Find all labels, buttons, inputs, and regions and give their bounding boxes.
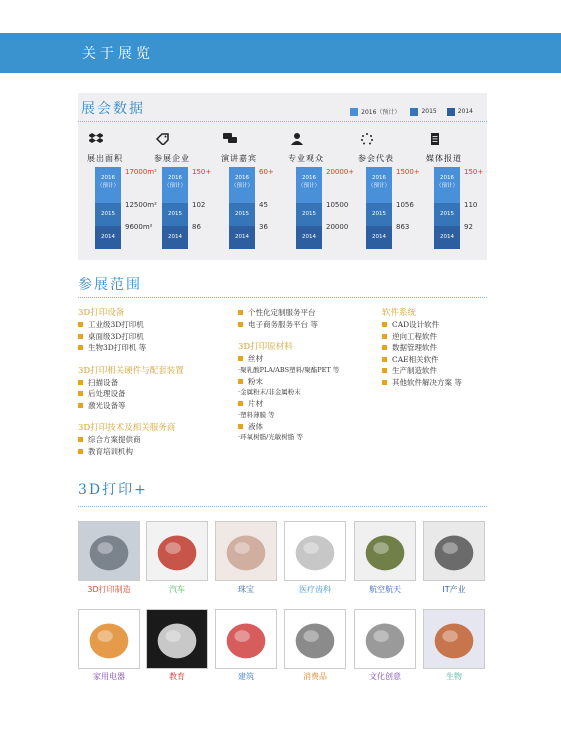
scope-item: 逆向工程软件 [382,331,462,343]
bar-2016 [366,167,392,203]
legend [350,107,473,116]
bullet-icon [238,424,243,429]
bullet-icon [78,449,83,454]
scope-subitem: ·聚乳酸PLA/ABS塑料/聚酯PET 等 [238,365,340,374]
bar-2015 [95,203,121,226]
scope-item: CAE相关软件 [382,354,462,366]
bar-2014 [434,226,460,249]
stat-value-2015: 12500m² [125,201,157,209]
industry-image [215,609,277,669]
industry-label: 航空航天 [369,585,401,594]
legend-label: 2014 [457,108,473,115]
scope-subitem: ·塑料薄膜 等 [238,410,275,419]
bar-2016 [162,167,188,203]
scope-item: 工业级3D打印机 [78,319,184,331]
industry-label: 珠宝 [238,585,254,594]
stat-label: 参展企业 [154,154,190,163]
scope-category: 3D打印原材料 [238,342,293,352]
industry-image [146,609,208,669]
legend-item [350,107,400,116]
industry-label: 教育 [169,672,185,681]
scope-category: 3D打印相关硬件与配套装置 [78,365,184,376]
stats-panel [78,93,487,260]
legend-item [410,108,436,116]
industry-label: IT产业 [442,585,466,594]
stat-value-2016: 1500+ [396,168,420,176]
stat-value-2016: 60+ [259,168,274,176]
person-icon [290,133,304,148]
stat-value-2016: 17000m² [125,168,157,176]
scope-category: 3D打印技术及相关服务商 [78,423,176,433]
stat-value-2016: 20000+ [326,168,355,176]
stat-value-2015: 45 [259,201,268,209]
stat-value-2016: 150+ [192,168,212,176]
stat-value-2014: 86 [192,223,201,231]
industry-image [423,609,485,669]
divider [78,121,487,122]
scope-item: 教育培训机构 [78,446,184,458]
chat-icon [223,133,237,148]
industry-label: 消费品 [303,672,327,681]
stat-label: 专业观众 [288,154,324,163]
stat-value-2016: 150+ [464,168,484,176]
scope-item: 数据管理软件 [382,342,462,354]
bar-year: 2016 （预计） [367,175,390,189]
bar-2014 [296,226,322,249]
industry-image [215,521,277,581]
banner-title: 关于展览 [82,46,154,62]
scope-category: 3D打印设备 [78,308,125,318]
scope-title: 参展范围 [78,277,142,293]
stat-column [288,133,355,253]
industry-image [284,521,346,581]
divider [78,506,487,507]
bullet-icon [238,356,243,361]
bullet-icon [78,334,83,339]
scope-column-1 [78,307,184,457]
stat-label: 展出面积 [87,154,123,163]
scope-subitem: ·金属粉末/非金属粉末 [238,388,301,396]
stat-value-2014: 863 [396,223,410,231]
scope-item: 后处理设备 [78,388,184,400]
dropbox-icon [89,133,103,148]
scope-item: 激光设备等 [78,400,184,412]
industry-image [284,609,346,669]
stat-value-2015: 102 [192,201,206,209]
bar-2014 [229,226,255,249]
legend-label: 2015 [421,108,437,115]
legend-swatch [447,108,455,116]
scope-subitem: ·环氧树脂/光敏树脂 等 [238,433,303,441]
bar-2016 [434,167,460,203]
bar-year: 2015 [101,211,115,217]
bullet-icon [78,437,83,442]
legend-label: 2016（预计） [361,109,401,116]
scope-item: 液体 [238,421,339,433]
bar-year: 2016 （预计） [163,175,186,189]
bullet-icon [238,310,243,315]
bullet-icon [78,322,83,327]
industry-image [78,521,140,581]
scope-item: 丝材 [238,353,339,365]
bar-year: 2014 [302,234,316,240]
bar-2016 [229,167,255,203]
bullet-icon [78,391,83,396]
industry-label: 汽车 [169,585,185,594]
bar-year: 2016 （预计） [96,175,119,189]
scope-item: 生产制造软件 [382,365,462,377]
scope-item: 个性化定制服务平台 [238,307,339,319]
scope-item: 电子商务服务平台 等 [238,319,339,331]
legend-item [447,108,473,116]
bar-2016 [296,167,322,203]
bar-year: 2015 [440,211,454,217]
bar-2014 [162,226,188,249]
scope-item: 生物3D打印机 等 [78,342,184,354]
scope-item: CAD设计软件 [382,319,462,331]
bar-2016 [95,167,121,203]
loading-icon [360,133,374,148]
industry-label: 文化创意 [369,672,401,681]
bar-2014 [95,226,121,249]
industry-image [354,521,416,581]
stat-value-2014: 20000 [326,223,349,231]
scope-column-2 [238,307,339,443]
stats-title: 展会数据 [81,101,145,117]
header-banner [0,33,561,73]
bar-year: 2016 （预计） [435,175,458,189]
bar-2015 [229,203,255,226]
legend-swatch [350,108,358,116]
scope-category: 软件系统 [382,308,417,318]
scope-column-3 [382,307,462,388]
industry-image [354,609,416,669]
bullet-icon [238,322,243,327]
scope-item: 桌面级3D打印机 [78,331,184,343]
bar-year: 2014 [235,234,249,240]
bullet-icon [382,345,387,350]
stat-column [358,133,420,253]
bar-year: 2015 [302,211,316,217]
bar-2015 [366,203,392,226]
stat-column [426,133,488,253]
bar-year: 2015 [168,211,182,217]
bar-year: 2014 [440,234,454,240]
bar-2015 [434,203,460,226]
stat-value-2014: 36 [259,223,268,231]
bar-year: 2014 [168,234,182,240]
bar-year: 2014 [372,234,386,240]
bar-2014 [366,226,392,249]
stat-label: 媒体报道 [426,154,462,163]
tag-icon [156,133,170,148]
stat-column [221,133,283,253]
stat-column [87,133,157,253]
stat-value-2015: 1056 [396,201,414,209]
bar-year: 2014 [101,234,115,240]
bullet-icon [238,401,243,406]
stat-label: 参会代表 [358,154,394,163]
industry-label: 建筑 [238,672,254,681]
stat-column [154,133,216,253]
stat-label: 演讲嘉宾 [221,154,257,163]
document-icon [428,133,442,148]
bullet-icon [382,357,387,362]
scope-item: 片材 [238,398,339,410]
industry-image [146,521,208,581]
bullet-icon [78,380,83,385]
stat-value-2014: 9600m² [125,223,153,231]
stat-value-2014: 92 [464,223,473,231]
industry-image [78,609,140,669]
bullet-icon [382,334,387,339]
bullet-icon [382,380,387,385]
stat-value-2015: 110 [464,201,478,209]
legend-swatch [410,108,418,116]
scope-item: 扫描设备 [78,377,184,389]
industry-label: 生物 [446,672,462,681]
bar-2015 [162,203,188,226]
bullet-icon [382,322,387,327]
stat-value-2015: 10500 [326,201,349,209]
bar-year: 2015 [235,211,249,217]
bar-2015 [296,203,322,226]
bar-year: 2016 （预计） [297,175,320,189]
print-title: 3D打印+ [78,482,148,498]
scope-item: 粉末 [238,376,339,388]
industry-label: 医疗齿科 [299,585,331,594]
bullet-icon [382,368,387,373]
bar-year: 2016 （预计） [230,175,253,189]
scope-item: 综合方案提供商 [78,434,184,446]
industry-image [423,521,485,581]
bullet-icon [78,345,83,350]
scope-item: 其他软件解决方案 等 [382,377,462,389]
divider [78,297,487,298]
bar-year: 2015 [372,211,386,217]
bullet-icon [78,403,83,408]
industry-label: 家用电器 [93,672,125,681]
bullet-icon [238,379,243,384]
industry-label: 3D打印制造 [87,585,131,594]
